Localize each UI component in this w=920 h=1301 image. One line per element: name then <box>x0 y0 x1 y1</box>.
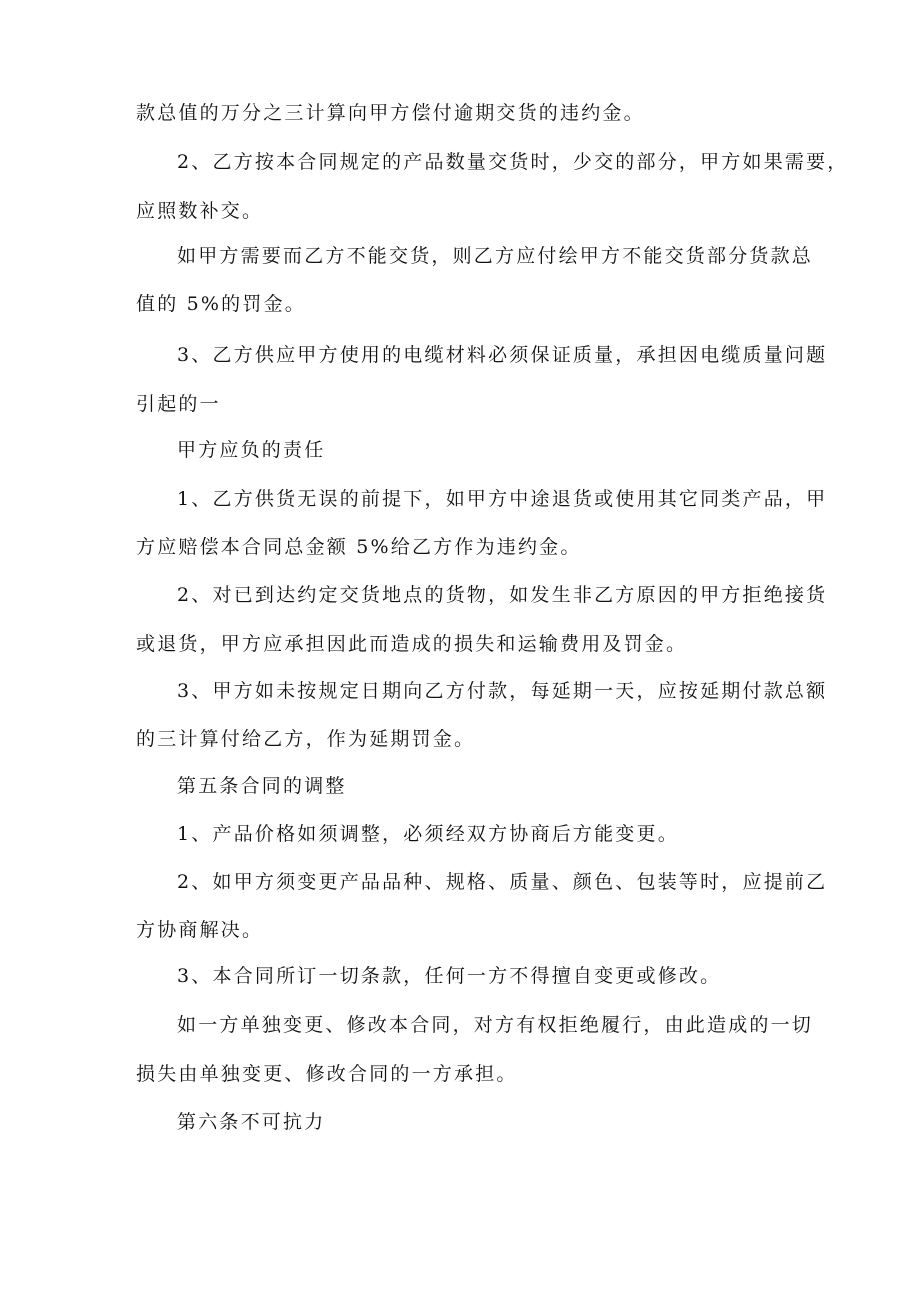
section-heading: 第五条合同的调整 <box>177 775 347 797</box>
text-line: 损失由单独变更、修改合同的一方承担。 <box>136 1063 518 1085</box>
text-line: 的三计算付给乙方，作为延期罚金。 <box>136 728 476 750</box>
text-line: 应照数补交。 <box>136 200 264 222</box>
text-line: 3、乙方供应甲方使用的电缆材料必须保证质量，承担因电缆质量问题 <box>177 344 828 366</box>
text-line: 款总值的万分之三计算向甲方偿付逾期交货的违约金。 <box>136 102 645 124</box>
text-line: 引起的一 <box>136 393 221 415</box>
text-line: 3、甲方如未按规定日期向乙方付款，每延期一天，应按延期付款总额 <box>177 680 828 702</box>
text-line: 2、对已到达约定交货地点的货物，如发生非乙方原因的甲方拒绝接货 <box>177 584 828 606</box>
text-line: 或退货，甲方应承担因此而造成的损失和运输费用及罚金。 <box>136 633 688 655</box>
text-line: 方协商解决。 <box>136 919 264 941</box>
section-heading: 第六条不可抗力 <box>177 1111 326 1133</box>
text-line: 如甲方需要而乙方不能交货，则乙方应付绘甲方不能交货部分货款总 <box>177 245 814 267</box>
text-line: 方应赔偿本合同总金额 5%给乙方作为违约金。 <box>136 536 582 558</box>
text-line: 1、乙方供货无误的前提下，如甲方中途退货或使用其它同类产品，甲 <box>177 488 828 510</box>
text-line: 1、产品价格如须调整，必须经双方协商后方能变更。 <box>177 823 679 845</box>
text-line: 3、本合同所订一切条款，任何一方不得擅自变更或修改。 <box>177 965 722 987</box>
text-line: 2、乙方按本合同规定的产品数量交货时，少交的部分，甲方如果需要， <box>177 151 849 173</box>
text-line: 如一方单独变更、修改本合同，对方有权拒绝履行，由此造成的一切 <box>177 1014 814 1036</box>
section-heading: 甲方应负的责任 <box>177 439 326 461</box>
text-line: 2、如甲方须变更产品品种、规格、质量、颜色、包装等时，应提前乙 <box>177 871 828 893</box>
text-line: 值的 5%的罚金。 <box>136 293 306 315</box>
